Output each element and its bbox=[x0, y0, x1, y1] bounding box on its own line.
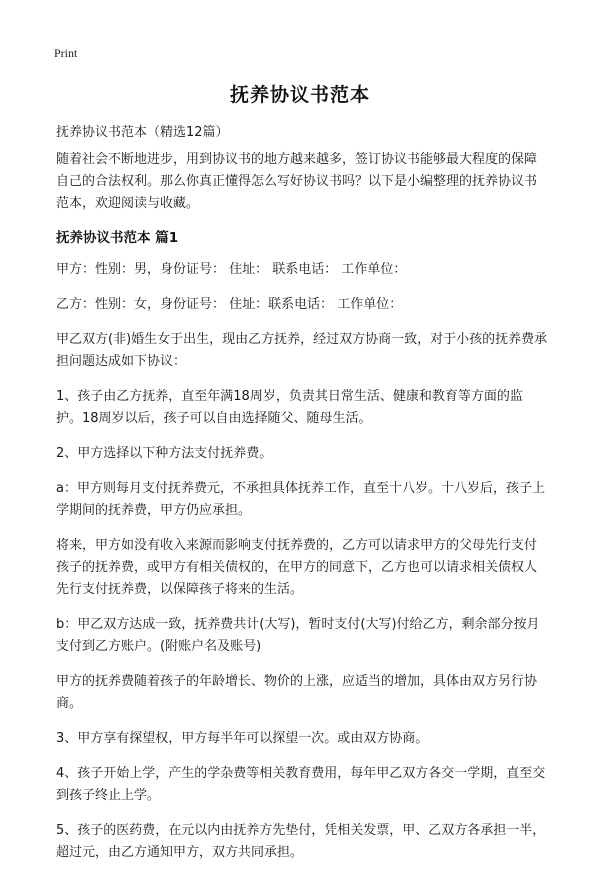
agreement-preamble: 甲乙双方(非)婚生女于出生，现由乙方抚养，经过双方协商一致，对于小孩的抚养费承担问题达成如下协议： bbox=[56, 332, 548, 369]
clause-5: 5、孩子的医药费，在元以内由抚养方先垫付，凭相关发票，甲、乙双方各承担一半，超过元，由乙方通知甲方，双方共同承担。 bbox=[56, 823, 546, 860]
clause-4: 4、孩子开始上学，产生的学杂费等相关教育费用，每年甲乙双方各交一学期，直至交到孩子终止上学。 bbox=[56, 766, 546, 803]
clause-1: 1、孩子由乙方抚养，直至年满18周岁，负责其日常生活、健康和教育等方面的监护。18周岁以后，孩子可以自由选择随父、随母生活。 bbox=[56, 389, 523, 426]
document-body bbox=[56, 122, 548, 877]
clause-2-adjustment: 甲方的抚养费随着孩子的年龄增长、物价的上涨，应适当的增加，具体由双方另行协商。 bbox=[56, 674, 538, 711]
document-subtitle: 抚养协议书范本（精选12篇） bbox=[56, 125, 229, 140]
page-title: 抚养协议书范本 bbox=[229, 84, 370, 106]
clause-2b: b：甲乙双方达成一致，抚养费共计(大写)，暂时支付(大写)付给乙方，剩余部分按月支付到乙方账户。(附账户名及账号) bbox=[56, 617, 540, 654]
clause-2a-note: 将来，甲方如没有收入来源而影响支付抚养费的，乙方可以请求甲方的父母先行支付孩子的抚养费，或甲方有相关债权的，在甲方的同意下，乙方也可以请求相关债权人先行支付抚养费，以保障孩子将来的生活。 bbox=[56, 538, 538, 597]
clause-2: 2、甲方选择以下种方法支付抚养费。 bbox=[56, 446, 273, 461]
clause-2a: a：甲方则每月支付抚养费元，不承担具体抚养工作，直至十八岁。十八岁后，孩子上学期间的抚养费，甲方仍应承担。 bbox=[56, 481, 545, 518]
clause-3: 3、甲方享有探望权，甲方每半年可以探望一次。或由双方协商。 bbox=[56, 731, 429, 746]
intro-paragraph: 随着社会不断地进步，用到协议书的地方越来越多，签订协议书能够最大程度的保障自己的合法权利。那么你真正懂得怎么写好协议书吗？以下是小编整理的抚养协议书范本，欢迎阅读与收藏。 bbox=[56, 152, 538, 211]
party-a-line: 甲方：性别：男，身份证号： 住址： 联系电话： 工作单位： bbox=[56, 262, 407, 277]
party-b-line: 乙方：性别：女，身份证号： 住址：联系电话： 工作单位： bbox=[56, 297, 403, 312]
section-heading: 抚养协议书范本 篇1 bbox=[56, 230, 179, 246]
print-link[interactable]: Print bbox=[54, 46, 78, 60]
